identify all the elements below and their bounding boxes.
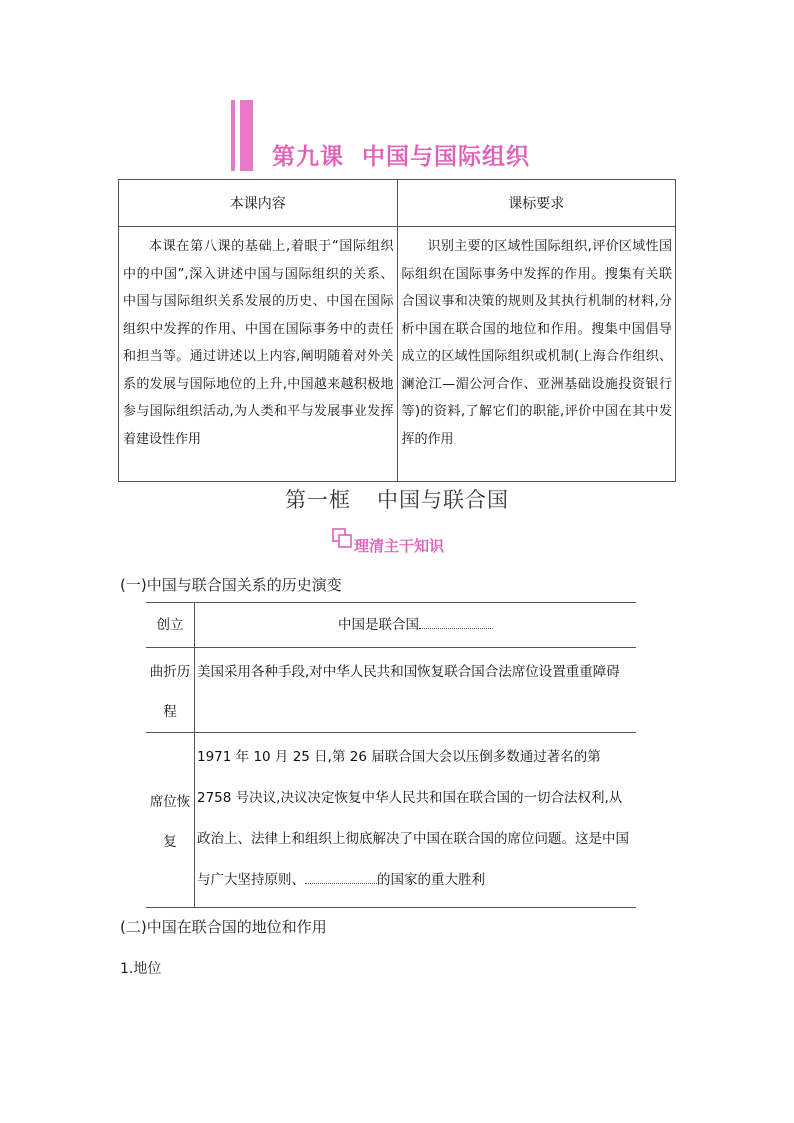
history-table — [146, 602, 636, 908]
overview-content-text: 本课在第八课的基础上,着眼于“国际组织中的中国”,深入讲述中国与国际组织的关系、中国与国际组织关系发展的历史、中国在国际组织中发挥的作用、中国在国际事务中的责任和担当等。通过讲述以上内容,阐明随着对外关系的发展与国际地位的上升,中国越来越积极地参与国际组织活动,为人类和平与发展事业发挥着建设性作用 — [119, 227, 398, 482]
lesson-name: 中国与国际组织 — [362, 144, 530, 170]
row-text — [195, 603, 637, 648]
row-text-after: 的国家的重大胜利 — [377, 872, 485, 888]
row-label-text: 席位恢复 — [149, 794, 191, 850]
table-row — [146, 603, 636, 648]
row-text: 美国采用各种手段,对中华人民共和国恢复联合国合法席位设置重重障碍 — [195, 648, 637, 733]
row-label — [146, 648, 195, 733]
row-label: 创立 — [146, 603, 195, 648]
section-1-title: (一)中国与联合国关系的历史演变 — [120, 576, 342, 594]
lesson-number: 第九课 — [272, 144, 344, 170]
row-text — [195, 733, 637, 908]
lesson-title — [272, 138, 530, 171]
frame-number: 第一框 — [285, 488, 351, 512]
row-text-content: 中国是联合国 — [338, 617, 419, 633]
row-label-text: 曲折历程 — [149, 664, 191, 720]
overview-header-standards: 课标要求 — [397, 180, 676, 227]
row-text-before: 1971 年 10 月 25 日,第 26 届联合国大会以压倒多数通过著名的第 2758 号决议,决议决定恢复中华人民共和国在联合国的一切合法权利,从政治上、法律上和组织上彻底解决了中国在联合国的席位问题。这是中国与广大坚持原则、 — [197, 749, 629, 888]
point-1-title: 1.地位 — [120, 961, 162, 977]
title-accent-bar-thick — [240, 100, 253, 171]
frame-title — [0, 484, 794, 514]
overview-header-content: 本课内容 — [119, 180, 398, 227]
fill-blank — [305, 869, 377, 884]
banner-label: 理清主干知识 — [354, 537, 445, 555]
overview-standards-text: 识别主要的区域性国际组织,评价区域性国际组织在国际事务中发挥的作用。搜集有关联合国议事和决策的规则及其执行机制的材料,分析中国在联合国的地位和作用。搜集中国倡导成立的区域性国际组织或机制(上海合作组织、澜沧江—湄公河合作、亚洲基础设施投资银行等)的资料,了解它们的职能,评价中国在其中发挥的作用 — [397, 227, 676, 482]
frame-name: 中国与联合国 — [377, 488, 509, 512]
fill-blank — [419, 614, 493, 629]
table-row — [146, 648, 636, 733]
section-2-title: (二)中国在联合国的地位和作用 — [120, 918, 327, 936]
double-square-icon — [332, 528, 354, 550]
table-row — [146, 733, 636, 908]
title-accent-bar-thin — [231, 100, 235, 171]
lesson-overview-table — [118, 179, 676, 482]
row-label — [146, 733, 195, 908]
